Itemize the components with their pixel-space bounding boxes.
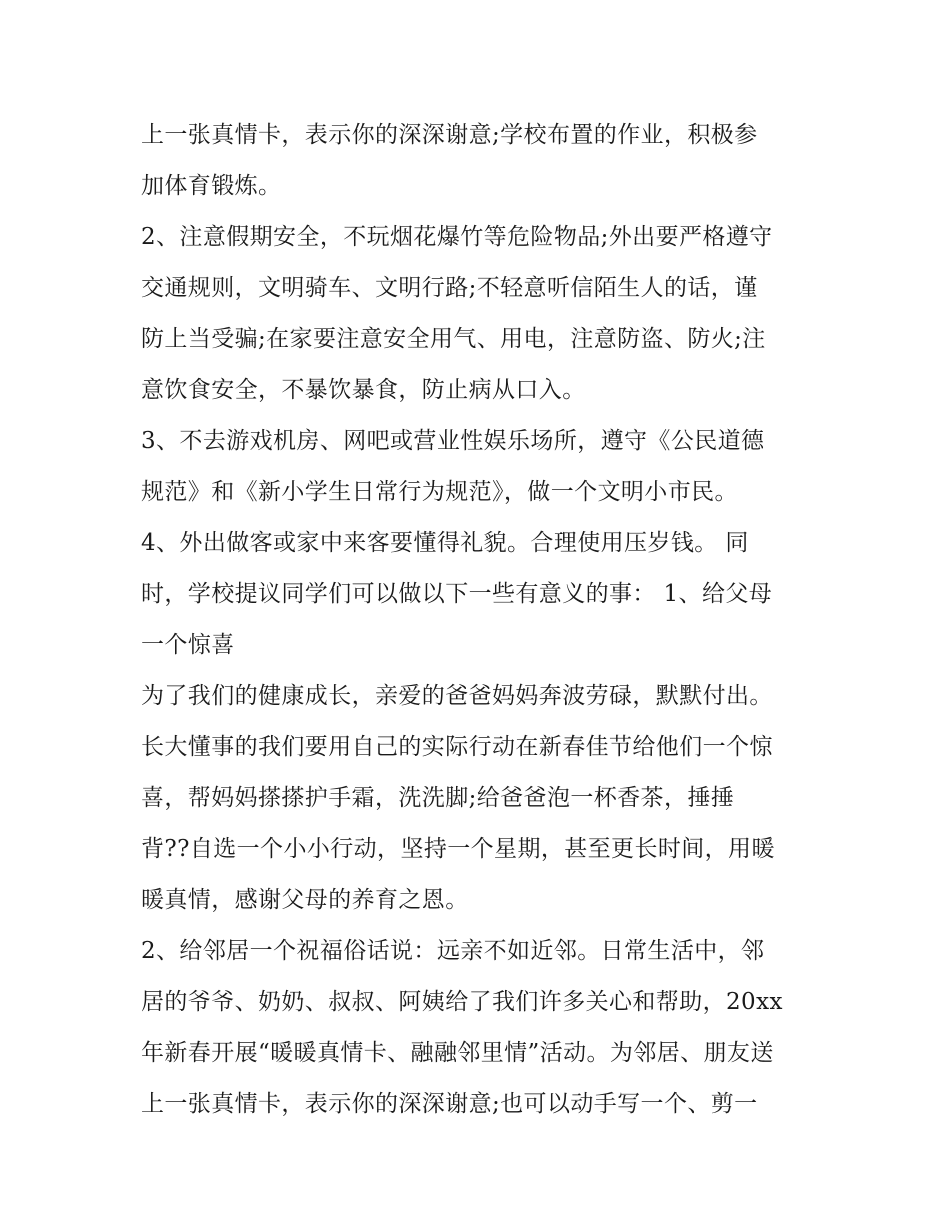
text-line: 上一张真情卡，表示你的深深谢意;学校布置的作业，积极参 bbox=[141, 122, 758, 148]
text-line: 长大懂事的我们要用自己的实际行动在新春佳节给他们一个惊 bbox=[141, 734, 773, 760]
text-line: 为了我们的健康成长，亲爱的爸爸妈妈奔波劳碌，默默付出。 bbox=[141, 683, 773, 709]
text-line: 背??自选一个小小行动，坚持一个星期，甚至更长时间，用暖 bbox=[141, 836, 775, 862]
text-line: 2、注意假期安全，不玩烟花爆竹等危险物品;外出要严格遵守 bbox=[141, 224, 773, 250]
text-line: 暖真情，感谢父母的养育之恩。 bbox=[141, 887, 469, 913]
text-line: 一个惊喜 bbox=[141, 632, 235, 658]
text-line: 交通规则，文明骑车、文明行路;不轻意听信陌生人的话，谨 bbox=[141, 275, 758, 301]
text-line: 2、给邻居一个祝福俗话说：远亲不如近邻。日常生活中，邻 bbox=[141, 938, 765, 964]
text-line: 上一张真情卡，表示你的深深谢意;也可以动手写一个、剪一 bbox=[141, 1091, 758, 1117]
text-line: 规范》和《新小学生日常行为规范》，做一个文明小市民。 bbox=[141, 479, 738, 505]
text-line: 4、外出做客或家中来客要懂得礼貌。合理使用压岁钱。 同 bbox=[141, 530, 749, 556]
text-line: 年新春开展“暖暖真情卡、融融邻里情”活动。为邻居、朋友送 bbox=[141, 1040, 774, 1066]
text-line: 加体育锻炼。 bbox=[141, 173, 282, 199]
text-line: 居的爷爷、奶奶、叔叔、阿姨给了我们许多关心和帮助，20xx bbox=[141, 989, 783, 1015]
text-line: 防上当受骗;在家要注意安全用气、用电，注意防盗、防火;注 bbox=[141, 326, 766, 352]
text-line: 喜，帮妈妈搽搽护手霜，洗洗脚;给爸爸泡一杯香茶，捶捶 bbox=[141, 785, 735, 811]
text-line: 意饮食安全，不暴饮暴食，防止病从口入。 bbox=[141, 377, 586, 403]
text-line: 3、不去游戏机房、网吧或营业性娱乐场所，遵守《公民道德 bbox=[141, 428, 765, 454]
text-line: 时，学校提议同学们可以做以下一些有意义的事： 1、给父母 bbox=[141, 581, 773, 607]
body-text bbox=[141, 110, 821, 1130]
